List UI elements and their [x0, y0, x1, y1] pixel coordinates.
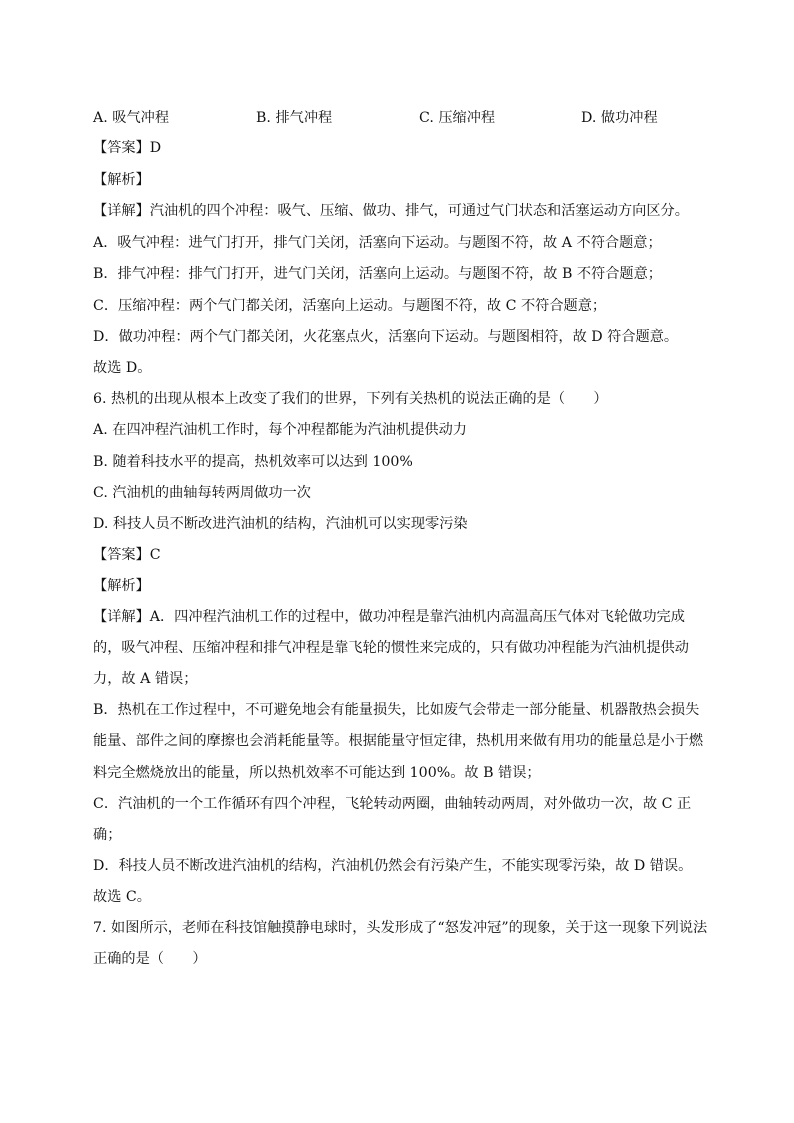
q5-analysis-line: 【详解】汽油机的四个冲程：吸气、压缩、做功、排气，可通过气门状态和活塞运动方向区分。	[93, 203, 689, 219]
q5-analysis-line: C．压缩冲程：两个气门都关闭，活塞向上运动。与题图不符，故 C 不符合题意；	[93, 298, 607, 314]
q7-stem-line: 7. 如图所示，老师在科技馆触摸静电球时，头发形成了“怒发冲冠”的现象，关于这一现象下列说法	[93, 920, 708, 936]
q5-option-b: B. 排气冲程	[256, 110, 333, 126]
q6-option-a: A. 在四冲程汽油机工作时，每个冲程都能为汽油机提供动力	[93, 422, 467, 438]
q5-conclusion: 故选 D。	[93, 360, 152, 376]
q5-answer: 【答案】D	[93, 140, 162, 156]
q6-answer: 【答案】C	[93, 547, 161, 563]
q6-option-b: B. 随着科技水平的提高，热机效率可以达到 100%	[93, 454, 413, 470]
q5-option-c: C. 压缩冲程	[419, 110, 496, 126]
q6-stem: 6. 热机的出现从根本上改变了我们的世界，下列有关热机的说法正确的是（ ）	[93, 391, 608, 407]
q7-stem-line: 正确的是（ ）	[93, 951, 207, 967]
q6-analysis-line: 力，故 A 错误；	[93, 671, 198, 687]
q6-analysis-line: D．科技人员不断改进汽油机的结构，汽油机仍然会有污染产生，不能实现零污染，故 D 错误。	[93, 858, 693, 874]
q6-option-d: D. 科技人员不断改进汽油机的结构，汽油机可以实现零污染	[93, 516, 468, 532]
q6-analysis-title: 【解析】	[93, 578, 150, 594]
q6-analysis-line: C．汽油机的一个工作循环有四个冲程，飞轮转动两圈，曲轴转动两周，对外做功一次，故 C 正	[93, 796, 692, 812]
q5-analysis-line: D．做功冲程：两个气门都关闭，火花塞点火，活塞向下运动。与题图相符，故 D 符合题意。	[93, 329, 679, 345]
q5-option-a: A. 吸气冲程	[93, 110, 170, 126]
q6-analysis-line: B．热机在工作过程中，不可避免地会有能量损失，比如废气会带走一部分能量、机器散热会损失	[93, 702, 700, 718]
q6-analysis-line: 确；	[93, 827, 122, 843]
q6-analysis-line: 料完全燃烧放出的能量，所以热机效率不可能达到 100%。故 B 错误；	[93, 765, 541, 781]
q6-analysis-line: 【详解】A．四冲程汽油机工作的过程中，做功冲程是靠汽油机内高温高压气体对飞轮做功完成	[93, 609, 685, 625]
q6-analysis-line: 能量、部件之间的摩擦也会消耗能量等。根据能量守恒定律，热机用来做有用功的能量总是小于燃	[93, 733, 704, 749]
q5-analysis-title: 【解析】	[93, 172, 150, 188]
q5-analysis-line: B．排气冲程：排气门打开，进气门关闭，活塞向上运动。与题图不符，故 B 不符合题意；	[93, 266, 662, 282]
q5-analysis-line: A．吸气冲程：进气门打开，排气门关闭，活塞向下运动。与题图不符，故 A 不符合题意；	[93, 235, 662, 251]
q6-option-c: C. 汽油机的曲轴每转两周做功一次	[93, 485, 311, 501]
q6-conclusion: 故选 C。	[93, 889, 151, 905]
q5-option-d: D. 做功冲程	[581, 110, 658, 126]
q6-analysis-line: 的，吸气冲程、压缩冲程和排气冲程是靠飞轮的惯性来完成的，只有做功冲程能为汽油机提供动	[93, 640, 689, 656]
